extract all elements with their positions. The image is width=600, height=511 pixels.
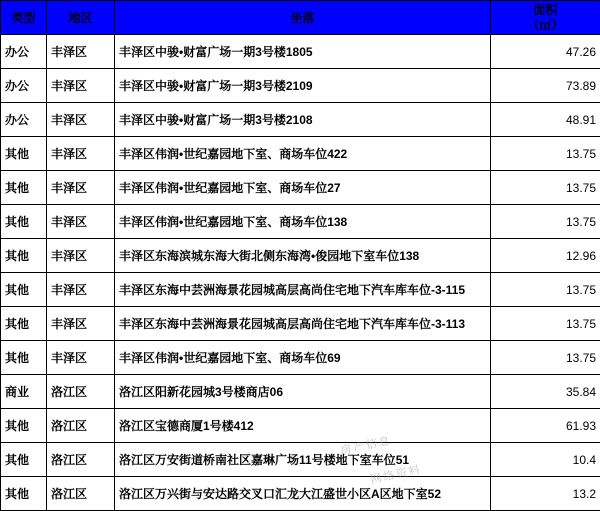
cell-type: 其他 [1, 137, 47, 171]
column-header-district: 地区 [47, 1, 115, 35]
cell-district: 丰泽区 [47, 35, 115, 69]
cell-type: 其他 [1, 273, 47, 307]
cell-type: 其他 [1, 443, 47, 477]
cell-location: 丰泽区东海滨城东海大街北侧东海湾•俊园地下室车位138 [115, 239, 491, 273]
cell-location: 丰泽区伟润•世纪嘉园地下室、商场车位27 [115, 171, 491, 205]
cell-type: 办公 [1, 35, 47, 69]
cell-area: 61.93 [491, 409, 600, 443]
table-row [1, 205, 600, 239]
cell-type: 办公 [1, 69, 47, 103]
cell-location: 丰泽区伟润•世纪嘉园地下室、商场车位138 [115, 205, 491, 239]
cell-location: 丰泽区中骏•财富广场一期3号楼1805 [115, 35, 491, 69]
cell-district: 丰泽区 [47, 171, 115, 205]
table-row [1, 307, 600, 341]
cell-district: 丰泽区 [47, 205, 115, 239]
cell-location: 丰泽区伟润•世纪嘉园地下室、商场车位69 [115, 341, 491, 375]
table-row [1, 35, 600, 69]
cell-area: 35.84 [491, 375, 600, 409]
cell-type: 商业 [1, 375, 47, 409]
cell-area: 10.4 [491, 443, 600, 477]
table-header [1, 1, 600, 35]
table-row [1, 477, 600, 511]
cell-district: 丰泽区 [47, 239, 115, 273]
table-row [1, 443, 600, 477]
column-header-area [491, 1, 600, 35]
table-row [1, 103, 600, 137]
cell-type: 其他 [1, 307, 47, 341]
column-header-location: 坐落 [115, 1, 491, 35]
cell-location: 洛江区万安街道桥南社区嘉琳广场11号楼地下室车位51 [115, 443, 491, 477]
cell-location: 丰泽区中骏•财富广场一期3号楼2108 [115, 103, 491, 137]
cell-type: 办公 [1, 103, 47, 137]
table-row [1, 375, 600, 409]
cell-location: 洛江区阳新花园城3号楼商店06 [115, 375, 491, 409]
table-row [1, 409, 600, 443]
cell-type: 其他 [1, 477, 47, 511]
cell-area: 13.2 [491, 477, 600, 511]
cell-area: 13.75 [491, 341, 600, 375]
table-body [1, 35, 600, 511]
column-header-area-line1: 面积 [495, 3, 596, 18]
cell-area: 73.89 [491, 69, 600, 103]
cell-district: 丰泽区 [47, 341, 115, 375]
cell-district: 洛江区 [47, 409, 115, 443]
cell-type: 其他 [1, 205, 47, 239]
cell-area: 12.96 [491, 239, 600, 273]
watermark-line-2: 网络资料 [369, 461, 423, 487]
cell-district: 洛江区 [47, 375, 115, 409]
cell-type: 其他 [1, 239, 47, 273]
cell-district: 丰泽区 [47, 273, 115, 307]
watermark-line-1: 房产信息 [339, 432, 393, 458]
cell-location: 丰泽区东海中芸洲海景花园城高层高尚住宅地下汽车库车位-3-115 [115, 273, 491, 307]
cell-district: 丰泽区 [47, 103, 115, 137]
cell-district: 丰泽区 [47, 69, 115, 103]
table-row [1, 171, 600, 205]
column-header-type: 类型 [1, 1, 47, 35]
cell-area: 13.75 [491, 171, 600, 205]
cell-area: 13.75 [491, 205, 600, 239]
column-header-area-line2: （㎡） [495, 18, 596, 33]
cell-area: 13.75 [491, 307, 600, 341]
table-row [1, 239, 600, 273]
table-row [1, 137, 600, 171]
cell-type: 其他 [1, 409, 47, 443]
cell-location: 丰泽区伟润•世纪嘉园地下室、商场车位422 [115, 137, 491, 171]
cell-area: 48.91 [491, 103, 600, 137]
table-row [1, 341, 600, 375]
cell-district: 丰泽区 [47, 307, 115, 341]
cell-area: 13.75 [491, 137, 600, 171]
cell-district: 丰泽区 [47, 137, 115, 171]
header-row [1, 1, 600, 35]
cell-type: 其他 [1, 341, 47, 375]
table-row [1, 69, 600, 103]
cell-location: 丰泽区中骏•财富广场一期3号楼2109 [115, 69, 491, 103]
cell-district: 洛江区 [47, 443, 115, 477]
cell-location: 洛江区万兴街与安达路交叉口汇龙大江盛世小区A区地下室52 [115, 477, 491, 511]
cell-location: 丰泽区东海中芸洲海景花园城高层高尚住宅地下汽车库车位-3-113 [115, 307, 491, 341]
cell-location: 洛江区宝德商厦1号楼412 [115, 409, 491, 443]
cell-area: 13.75 [491, 273, 600, 307]
cell-area: 47.26 [491, 35, 600, 69]
table-row [1, 273, 600, 307]
cell-district: 洛江区 [47, 477, 115, 511]
cell-type: 其他 [1, 171, 47, 205]
